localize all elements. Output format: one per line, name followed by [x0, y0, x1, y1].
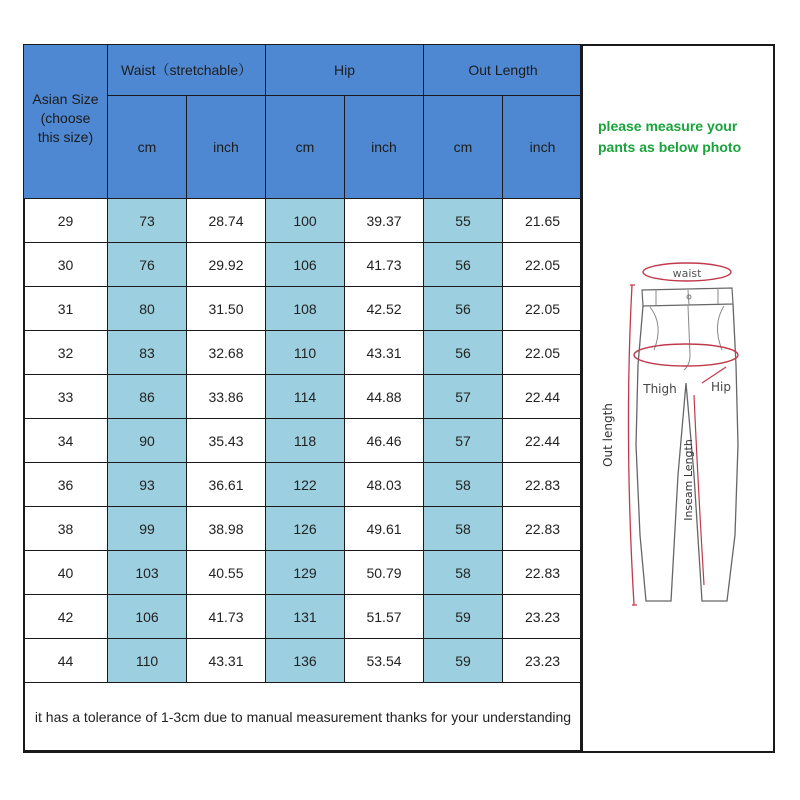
out-length-measure-line — [628, 285, 634, 605]
waistband-center-line — [688, 290, 689, 305]
out-length-cm-cell: 59 — [424, 639, 503, 683]
out-length-inch-cell: 22.44 — [503, 375, 583, 419]
out-length-cm-cell: 55 — [424, 199, 503, 243]
size-header-text: Asian Size (choose this size) — [32, 91, 99, 145]
measure-instruction: please measure your pants as below photo — [598, 118, 742, 155]
table-row — [24, 419, 583, 463]
hip-cm-cell: 114 — [266, 375, 345, 419]
hip-cm-cell: 122 — [266, 463, 345, 507]
size-cell: 33 — [24, 375, 108, 419]
hip-cm-cell: 118 — [266, 419, 345, 463]
hip-measure-ellipse — [634, 344, 738, 366]
waist-cm-cell: 106 — [108, 595, 187, 639]
waist-cm-cell: 76 — [108, 243, 187, 287]
size-column-header — [24, 45, 108, 199]
size-cell: 30 — [24, 243, 108, 287]
waist-inch-header: inch — [187, 96, 266, 199]
size-cell: 40 — [24, 551, 108, 595]
table-row — [24, 463, 583, 507]
out-length-inch-cell: 21.65 — [503, 199, 583, 243]
hip-group-header: Hip — [266, 45, 424, 96]
hip-cm-cell: 108 — [266, 287, 345, 331]
waist-inch-cell: 36.61 — [187, 463, 266, 507]
hip-inch-cell: 39.37 — [345, 199, 424, 243]
waist-cm-cell: 103 — [108, 551, 187, 595]
out-length-inch-cell: 23.23 — [503, 595, 583, 639]
out-length-inch-cell: 22.05 — [503, 243, 583, 287]
waist-cm-cell: 93 — [108, 463, 187, 507]
size-cell: 36 — [24, 463, 108, 507]
out-length-cm-cell: 56 — [424, 243, 503, 287]
table-row — [24, 243, 583, 287]
out-length-inch-header: inch — [503, 96, 583, 199]
waist-cm-cell: 90 — [108, 419, 187, 463]
hip-inch-cell: 49.61 — [345, 507, 424, 551]
out-length-inch-cell: 22.83 — [503, 463, 583, 507]
hip-inch-cell: 42.52 — [345, 287, 424, 331]
out-length-label: Out length — [601, 403, 615, 467]
out-length-inch-cell: 22.05 — [503, 331, 583, 375]
size-cell: 34 — [24, 419, 108, 463]
hip-inch-cell: 46.46 — [345, 419, 424, 463]
waist-inch-cell: 32.68 — [187, 331, 266, 375]
waist-cm-cell: 80 — [108, 287, 187, 331]
column-divider — [580, 44, 582, 753]
hip-inch-header: inch — [345, 96, 424, 199]
out-length-cm-cell: 59 — [424, 595, 503, 639]
hip-cm-cell: 129 — [266, 551, 345, 595]
waist-inch-cell: 33.86 — [187, 375, 266, 419]
waist-inch-cell: 31.50 — [187, 287, 266, 331]
waist-cm-cell: 73 — [108, 199, 187, 243]
out-length-cm-cell: 58 — [424, 551, 503, 595]
hip-cm-cell: 106 — [266, 243, 345, 287]
waist-inch-cell: 43.31 — [187, 639, 266, 683]
hip-cm-cell: 100 — [266, 199, 345, 243]
waist-cm-cell: 83 — [108, 331, 187, 375]
waist-group-header: Waist（stretchable） — [108, 45, 266, 96]
size-cell: 31 — [24, 287, 108, 331]
table-row — [24, 287, 583, 331]
out-length-inch-cell: 22.05 — [503, 287, 583, 331]
out-length-inch-cell: 22.83 — [503, 551, 583, 595]
thigh-label: Thigh — [643, 382, 677, 396]
waist-cm-header: cm — [108, 96, 187, 199]
pocket-left — [650, 307, 658, 350]
waist-inch-cell: 28.74 — [187, 199, 266, 243]
inseam-label: Inseam Length — [682, 439, 695, 521]
table-row — [24, 551, 583, 595]
out-length-group-header: Out Length — [424, 45, 583, 96]
hip-cm-cell: 110 — [266, 331, 345, 375]
out-length-cm-cell: 57 — [424, 419, 503, 463]
table-row — [24, 507, 583, 551]
table-row — [24, 331, 583, 375]
hip-cm-header: cm — [266, 96, 345, 199]
out-length-cm-header: cm — [424, 96, 503, 199]
waist-inch-cell: 38.98 — [187, 507, 266, 551]
hip-cm-cell: 131 — [266, 595, 345, 639]
hip-inch-cell: 41.73 — [345, 243, 424, 287]
out-length-inch-cell: 22.44 — [503, 419, 583, 463]
table-row — [24, 639, 583, 683]
table-row — [24, 199, 583, 243]
hip-inch-cell: 50.79 — [345, 551, 424, 595]
hip-label: Hip — [711, 380, 731, 394]
waist-cm-cell: 110 — [108, 639, 187, 683]
hip-inch-cell: 51.57 — [345, 595, 424, 639]
hip-cm-cell: 136 — [266, 639, 345, 683]
waist-inch-cell: 35.43 — [187, 419, 266, 463]
size-cell: 42 — [24, 595, 108, 639]
table-row — [24, 595, 583, 639]
waist-cm-cell: 99 — [108, 507, 187, 551]
out-length-cm-cell: 58 — [424, 463, 503, 507]
out-length-cm-cell: 56 — [424, 287, 503, 331]
hip-inch-cell: 53.54 — [345, 639, 424, 683]
size-cell: 32 — [24, 331, 108, 375]
out-length-cm-cell: 57 — [424, 375, 503, 419]
out-length-cm-cell: 56 — [424, 331, 503, 375]
waist-inch-cell: 41.73 — [187, 595, 266, 639]
hip-cm-cell: 126 — [266, 507, 345, 551]
hip-inch-cell: 48.03 — [345, 463, 424, 507]
out-length-inch-cell: 22.83 — [503, 507, 583, 551]
tolerance-note: it has a tolerance of 1-3cm due to manual measurement thanks for your understanding — [24, 683, 583, 751]
waist-inch-cell: 29.92 — [187, 243, 266, 287]
pocket-right — [717, 306, 724, 350]
out-length-cm-cell: 58 — [424, 507, 503, 551]
table-row — [24, 375, 583, 419]
hip-inch-cell: 43.31 — [345, 331, 424, 375]
waist-inch-cell: 40.55 — [187, 551, 266, 595]
fly-stitch — [684, 306, 690, 370]
size-cell: 29 — [24, 199, 108, 243]
hip-inch-cell: 44.88 — [345, 375, 424, 419]
out-length-inch-cell: 23.23 — [503, 639, 583, 683]
size-cell: 38 — [24, 507, 108, 551]
waist-label: waist — [672, 267, 702, 280]
waist-cm-cell: 86 — [108, 375, 187, 419]
size-cell: 44 — [24, 639, 108, 683]
pants-measurement-diagram — [594, 255, 774, 615]
size-table — [23, 44, 583, 751]
